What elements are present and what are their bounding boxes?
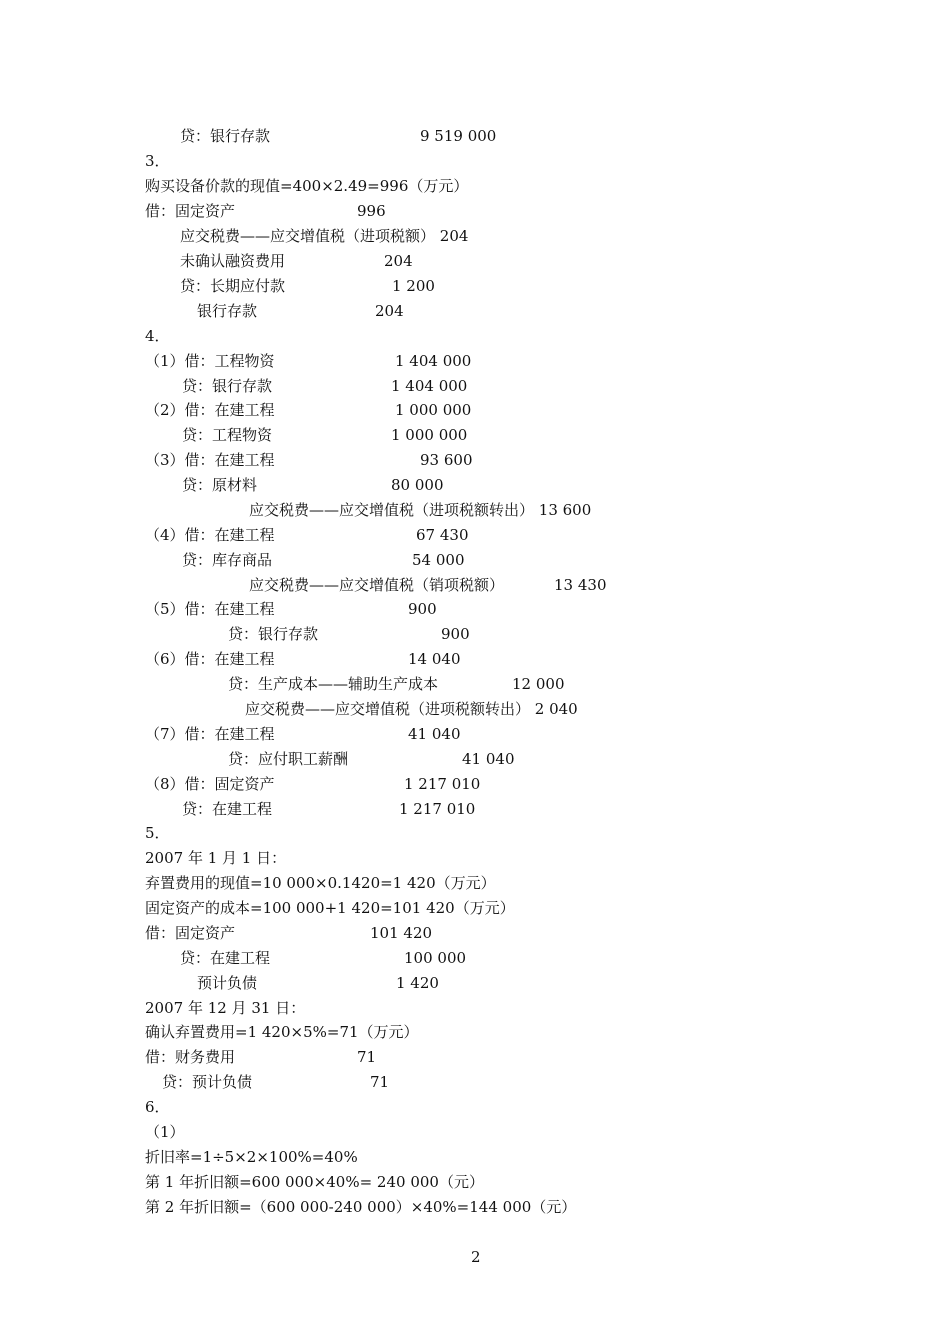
- text-line: 第 2 年折旧额=（600 000-240 000）×40%=144 000（元）: [145, 1198, 577, 1216]
- text-line: （8）借：固定资产: [145, 775, 275, 793]
- text-line: （4）借：在建工程: [145, 526, 275, 544]
- text-line: 12 000: [512, 675, 565, 693]
- text-line: 贷：工程物资: [182, 426, 273, 444]
- text-line: （5）借：在建工程: [145, 600, 275, 618]
- text-line: 1 200: [392, 277, 435, 295]
- text-line: 3．: [145, 152, 170, 170]
- text-line: 弃置费用的现值=10 000×0.1420=1 420（万元）: [145, 874, 496, 892]
- text-line: 9 519 000: [420, 127, 497, 145]
- text-line: （1）: [145, 1123, 185, 1141]
- text-line: 借：财务费用: [145, 1048, 236, 1066]
- text-line: 1 217 010: [399, 800, 476, 818]
- text-line: 1 217 010: [404, 775, 481, 793]
- text-line: 6．: [145, 1098, 170, 1116]
- text-line: 折旧率=1÷5×2×100%=40%: [145, 1148, 358, 1166]
- text-line: 贷：银行存款: [180, 127, 271, 145]
- text-line: 13 430: [554, 576, 607, 594]
- text-line: 100 000: [404, 949, 467, 967]
- text-line: 贷：预计负债: [162, 1073, 253, 1091]
- text-line: 5．: [145, 824, 170, 842]
- text-line: （2）借：在建工程: [145, 401, 275, 419]
- text-line: 未确认融资费用: [180, 252, 286, 270]
- text-line: 贷：在建工程: [182, 800, 273, 818]
- text-line: （7）借：在建工程: [145, 725, 275, 743]
- text-line: 41 040: [462, 750, 515, 768]
- text-line: 900: [441, 625, 470, 643]
- text-line: 贷：应付职工薪酬: [228, 750, 349, 768]
- text-line: 购买设备价款的现值=400×2.49=996（万元）: [145, 177, 469, 195]
- text-line: 借：固定资产: [145, 924, 236, 942]
- text-line: 996: [357, 202, 386, 220]
- text-line: 应交税费——应交增值税（进项税额转出） 2 040: [245, 700, 578, 718]
- text-line: 贷：原材料: [182, 476, 258, 494]
- text-line: 14 040: [408, 650, 461, 668]
- text-line: 2007 年 1 月 1 日：: [145, 849, 287, 867]
- text-line: 1 404 000: [395, 352, 472, 370]
- text-line: 93 600: [420, 451, 473, 469]
- text-line: 1 000 000: [395, 401, 472, 419]
- text-line: 204: [375, 302, 404, 320]
- text-line: （6）借：在建工程: [145, 650, 275, 668]
- text-line: 900: [408, 600, 437, 618]
- page-number: 2: [471, 1248, 481, 1266]
- text-line: 第 1 年折旧额=600 000×40%= 240 000（元）: [145, 1173, 484, 1191]
- text-line: 71: [370, 1073, 390, 1091]
- text-line: 101 420: [370, 924, 433, 942]
- text-line: 应交税费——应交增值税（销项税额）: [249, 576, 505, 594]
- text-line: 贷：库存商品: [182, 551, 273, 569]
- text-line: 贷：长期应付款: [180, 277, 286, 295]
- text-line: （3）借：在建工程: [145, 451, 275, 469]
- text-line: 71: [357, 1048, 377, 1066]
- text-line: 41 040: [408, 725, 461, 743]
- text-line: 2007 年 12 月 31 日：: [145, 999, 306, 1017]
- text-line: （1）借：工程物资: [145, 352, 275, 370]
- text-line: 67 430: [416, 526, 469, 544]
- text-line: 贷：银行存款: [228, 625, 319, 643]
- text-line: 80 000: [391, 476, 444, 494]
- text-line: 204: [384, 252, 413, 270]
- text-line: 预计负债: [197, 974, 258, 992]
- text-line: 1 404 000: [391, 377, 468, 395]
- text-line: 4．: [145, 327, 170, 345]
- text-line: 确认弃置费用=1 420×5%=71（万元）: [145, 1023, 419, 1041]
- text-line: 应交税费——应交增值税（进项税额） 204: [180, 227, 469, 245]
- text-line: 54 000: [412, 551, 465, 569]
- text-line: 1 000 000: [391, 426, 468, 444]
- text-line: 贷：生产成本——辅助生产成本: [228, 675, 439, 693]
- text-line: 应交税费——应交增值税（进项税额转出） 13 600: [249, 501, 592, 519]
- text-line: 1 420: [396, 974, 439, 992]
- text-line: 借：固定资产: [145, 202, 236, 220]
- text-line: 银行存款: [197, 302, 258, 320]
- text-line: 贷：在建工程: [180, 949, 271, 967]
- text-line: 固定资产的成本=100 000+1 420=101 420（万元）: [145, 899, 515, 917]
- text-line: 贷：银行存款: [182, 377, 273, 395]
